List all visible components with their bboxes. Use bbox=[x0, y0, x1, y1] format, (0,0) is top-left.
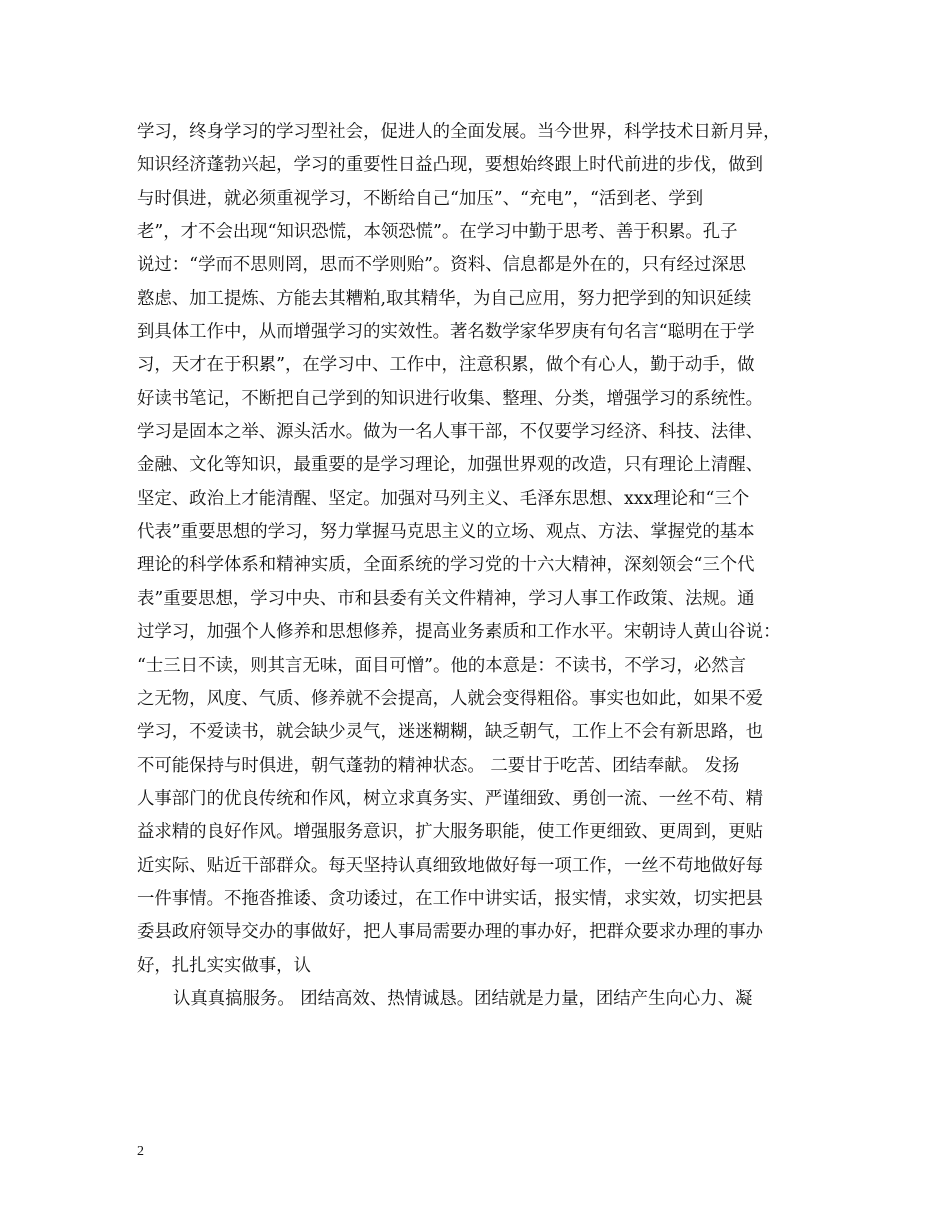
text-line: 益求精的良好作风。增强服务意识，扩大服务职能，使工作更细致、更周到，更贴 bbox=[137, 822, 764, 843]
text-line: 憝虑、加工提炼、方能去其糟粕,取其精华，为自己应用，努力把学到的知识延续 bbox=[137, 288, 752, 309]
text-line: 好读书笔记，不断把自己学到的知识进行收集、整理、分类，增强学习的系统性。 bbox=[137, 388, 764, 409]
text-line: 习，天才在于积累”，在学习中、工作中，注意积累，做个有心人，勤于动手，做 bbox=[137, 355, 755, 376]
body-text bbox=[137, 116, 827, 1016]
text-line: 近实际、贴近干部群众。每天坚持认真细致地做好每一项工作，一丝不苟地做好每 bbox=[137, 855, 764, 876]
text-line: 过学习，加强个人修养和思想修养，提高业务素质和工作水平。宋朝诗人黄山谷说： bbox=[137, 622, 781, 643]
text-line: 一件事情。不拖沓推诿、贪功诿过，在工作中讲实话，报实情，求实效，切实把县 bbox=[137, 888, 764, 909]
text-line: 学习，终身学习的学习型社会，促进人的全面发展。当今世界，科学技术日新月异， bbox=[137, 122, 781, 142]
page-number: 2 bbox=[137, 1144, 144, 1159]
text-line: 与时俱进，就必须重视学习，不断给自己“加压”、“充电”，“活到老、学到 bbox=[137, 188, 704, 209]
text-line: 委县政府领导交办的事做好，把人事局需要办理的事办好，把群众要求办理的事办 bbox=[137, 922, 764, 943]
text-line: 老”，才不会出现“知识恐慌，本领恐慌”。在学习中勤于思考、善于积累。孔子 bbox=[137, 222, 738, 243]
text-line: 之无物，风度、气质、修养就不会提高，人就会变得粗俗。事实也如此，如果不爱 bbox=[137, 688, 764, 709]
text-line: 不可能保持与时俱进，朝气蓬勃的精神状态。 二要甘于吃苦、团结奉献。 发扬 bbox=[137, 755, 740, 776]
text-line-indented: 认真真搞服务。 团结高效、热情诚恳。团结就是力量，团结产生向心力、凝 bbox=[173, 988, 753, 1009]
text-line: 表”重要思想，学习中央、市和县委有关文件精神，学习人事工作政策、法规。通 bbox=[137, 588, 755, 609]
text-line: “士三日不读，则其言无味，面目可憎”。他的本意是：不读书，不学习，必然言 bbox=[137, 655, 747, 676]
text-line: 金融、文化等知识，最重要的是学习理论，加强世界观的改造，只有理论上清醒、 bbox=[137, 455, 764, 476]
text-line: 人事部门的优良传统和作风，树立求真务实、严谨细致、勇创一流、一丝不苟、精 bbox=[137, 788, 764, 809]
text-line: 学习，不爱读书，就会缺少灵气，迷迷糊糊，缺乏朝气，工作上不会有新思路，也 bbox=[137, 722, 764, 743]
text-line: 好，扎扎实实做事，认 bbox=[137, 955, 311, 976]
text-line: 学习是固本之举、源头活水。做为一名人事干部，不仅要学习经济、科技、法律、 bbox=[137, 422, 764, 443]
text-line: 说过：“学而不思则罔，思而不学则贻”。资料、信息都是外在的，只有经过深思 bbox=[137, 255, 747, 276]
text-line: 理论的科学体系和精神实质，全面系统的学习党的十六大精神，深刻领会“三个代 bbox=[137, 555, 755, 576]
text-line: 到具体工作中，从而增强学习的实效性。著名数学家华罗庚有句名言“聪明在于学 bbox=[137, 322, 755, 343]
text-line: 知识经济蓬勃兴起，学习的重要性日益凸现，要想始终跟上时代前进的步伐，做到 bbox=[137, 155, 764, 176]
text-line: 代表”重要思想的学习，努力掌握马克思主义的立场、观点、方法、掌握党的基本 bbox=[137, 522, 755, 543]
text-line: 坚定、政治上才能清醒、坚定。加强对马列主义、毛泽东思想、xxx理论和“三个 bbox=[137, 488, 750, 509]
